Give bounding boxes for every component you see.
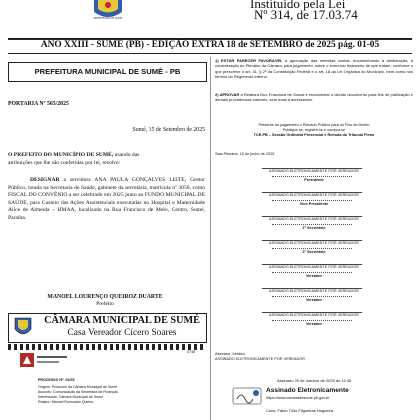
tcdm-line: TCE-PB – Sessão Ordinária Presencial e Remota do Tribunal Pleno <box>253 133 375 137</box>
municipal-crest-icon <box>88 0 128 20</box>
signer-name: MANOEL LOURENÇO QUEIROZ DUARTE <box>47 294 163 300</box>
institutional-law-number: Nº 314, de 17.03.74 <box>254 7 358 22</box>
signature-role: 2º Secretário <box>302 250 326 254</box>
signature-heading: ASSINADO ELETRONICAMENTE POR VEREADOR <box>269 241 359 245</box>
prefeito-bold: O PREFEITO DO MUNICÍPIO DE SUMÉ, <box>8 152 114 158</box>
camara-subtitle: Casa Vereador Cícero Soares <box>67 328 177 338</box>
signature-heading: ASSINADO ELETRONICAMENTE POR VEREADOR <box>269 169 359 173</box>
camara-title: CÂMARA MUNICIPAL DE SUMÉ <box>44 315 200 326</box>
designar-paragraph <box>8 177 205 223</box>
p1-text: à aprovação das referidas contas, encaminhando à deliberação, à consideração do Plenário da Câmara, para julgamento, sobre o exercício financeiro de que tratam, conforme o que prescreve o art. 31, § 2º da Constituição Federal e o art. 18 da Lei Orgânica do Município, bem como nos termos do Regimento Interno. <box>215 58 413 80</box>
edition-line: ANO XXIII - SUMÉ (PB) - EDIÇÃO EXTRA 18 de SETEMBRO de 2025 pág. 01-05 <box>40 40 380 50</box>
designar-bold: DESIGNAR <box>30 177 60 183</box>
camara-banner <box>8 313 207 343</box>
portaria-number: PORTARIA Nº 565/2025 <box>8 101 69 107</box>
institutional-law-line: Instituído pela Lei <box>250 0 346 11</box>
electronic-signature-block <box>232 378 382 416</box>
signature-role: Vereador <box>305 322 323 326</box>
column-divider <box>210 57 211 420</box>
signature-name: Cons. Fábio Túlio Filgueiras Nogueira <box>266 408 334 413</box>
signature-role: Vice-Presidente <box>299 202 329 206</box>
right-paragraph-1 <box>215 58 413 80</box>
p2-text: a Relatora Dra. Francisca de Sousa e encaminhar o devido documento para fins de publicação e demais providências cabíveis, sem mais a acrescentar. <box>215 92 413 103</box>
prefeitura-banner: PREFEITURA MUNICIPAL DE SUMÉ - PB <box>8 62 207 82</box>
signature-date: Assinado 20 de outubro de 2025 às 12:45 <box>277 378 352 383</box>
signature-role: Vereador <box>305 298 323 302</box>
prefeito-resolve <box>8 152 205 167</box>
svg-text:PREFEITURA DE SUMÉ: PREFEITURA DE SUMÉ <box>93 17 123 20</box>
p2-label: 2) APROVAR <box>215 92 240 97</box>
signature-role: Vereador <box>305 274 323 278</box>
scan-line1: Origem: Protocolo da Câmara Municipal de Sumé <box>38 385 118 389</box>
signature-heading: ASSINADO ELETRONICAMENTE POR VEREADOR <box>269 313 359 317</box>
signature-role: 1º Secretário <box>302 226 326 230</box>
signature-dots <box>272 320 352 321</box>
header-rule-bottom <box>8 53 412 54</box>
portaria-date: Sumé, 15 de Setembro de 2025 <box>132 127 205 133</box>
scan-processo: PROCESSO Nº: 02/25 <box>38 378 75 382</box>
signature-dots <box>272 200 352 201</box>
cert-role: ASSINADO ELETRONICAMENTE POR VEREADOR <box>215 357 305 361</box>
signer-role: Prefeito <box>96 301 114 307</box>
camara-crest-icon <box>13 317 33 339</box>
notice-line-2: Publique-se, registre-se e cumpra-se <box>282 128 346 132</box>
signature-heading: ASSINADO ELETRONICAMENTE POR VEREADOR <box>269 217 359 221</box>
notice-line-1: Presente ao julgamento o Plenário Público para os Fins de Direito <box>258 123 370 127</box>
decorative-stripe <box>8 344 205 350</box>
signature-heading: ASSINADO ELETRONICAMENTE POR VEREADOR <box>269 265 359 269</box>
right-paragraph-2 <box>215 92 413 103</box>
scanned-letterhead-icon <box>20 353 68 369</box>
scan-line3: Interessado: Câmara Municipal de Sumé <box>38 395 104 399</box>
signature-heading: ASSINADO ELETRONICAMENTE POR VEREADOR <box>269 289 359 293</box>
cert-name: Assessor Jurídico <box>215 352 245 356</box>
scan-line2: Assunto: Comunicação da Secretaria de Finanças <box>38 390 118 394</box>
signature-dots <box>272 248 352 249</box>
session-date: Sala Plenária, 15 de junho de 2025 <box>215 152 275 156</box>
designar-text: a servidora ANA PAULA GONÇALVES LEITE, Gestor Público, lotada na Secretaria de Saúde, gabinete da secretária, matrícula nº 3050, como FISCAL DO CONVÊNIO a ser celebrado em 2025 junto ao FUNDO MUNICIPAL DE SAÚDE, para Custeio das Ações Assistenciais executadas no Hospital e Maternidade Alice de Almeida – HMAA, localizado na Rua Francisco de Melo, Centro, Sumé, Paraíba. <box>8 177 205 221</box>
prefeito-line2: atribuições que lhe são conferidas por lei, resolve: <box>8 159 121 166</box>
prefeito-rest: usando das <box>113 152 140 158</box>
signature-dots <box>272 272 352 273</box>
scan-ref: 5746 <box>187 350 195 354</box>
signature-seal-icon <box>232 387 262 405</box>
signature-dots <box>272 296 352 297</box>
signature-label: Assinado Eletronicamente <box>266 387 349 394</box>
p1-label: 1) ESTAR PARECER FAVORÁVEL <box>215 58 283 63</box>
signature-heading: ASSINADO ELETRONICAMENTE POR VEREADOR <box>269 193 359 197</box>
signature-role: Presidente <box>304 178 324 182</box>
signature-dots <box>272 224 352 225</box>
signature-dots <box>272 176 352 177</box>
signature-url: https://www.camaradesume.pb.gov.br <box>266 396 330 400</box>
scan-line4: Relator: Manoel Romualdo Quirino <box>38 400 94 404</box>
